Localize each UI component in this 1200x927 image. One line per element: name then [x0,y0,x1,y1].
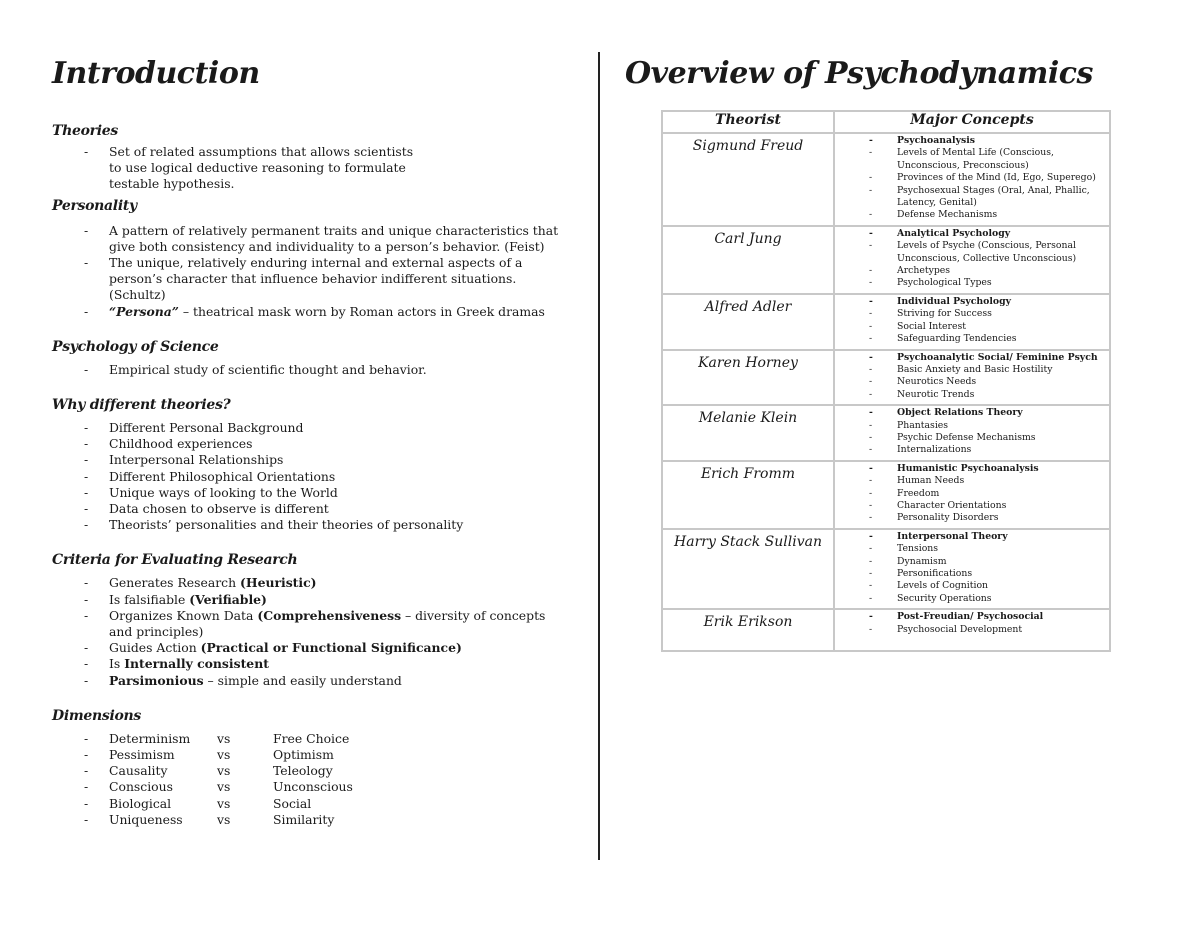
concept-item: - Levels of Psyche (Conscious, Personal Unconscious, Collective Unconscious) [835,240,1109,265]
concept-item: - Provinces of the Mind (Id, Ego, Superego) [835,172,1109,184]
theorist-column-header: Theorist [662,111,834,133]
concept-item: - Archetypes [835,265,1109,277]
dimension-right: Social [273,795,312,811]
concept-item: - Individual Psychology [835,296,1109,308]
theorist-name: Harry Stack Sullivan [662,529,834,609]
dimension-row [52,731,572,747]
table-row [662,294,1110,350]
list-item: - Childhood experiences [52,436,572,452]
personality-section [52,197,572,320]
persona-definition: – theatrical mask worn by Roman actors in Greek dramas [178,303,545,319]
criteria-text: Guides Action [109,640,201,656]
list-item: - Different Philosophical Orientations [52,469,572,485]
concepts-cell [834,609,1110,651]
concept-item: - Levels of Cognition [835,580,1109,592]
theorist-name: Melanie Klein [662,405,834,461]
dimension-right: Unconscious [273,779,353,795]
criteria-text: Is falsifiable [109,591,190,607]
concept-item: - Social Interest [835,321,1109,333]
theorist-name: Erik Erikson [662,609,834,651]
psych-science-heading: Psychology of Science [52,338,219,355]
criteria-section [52,551,572,688]
concept-item: - Striving for Success [835,308,1109,320]
dimension-row [52,796,572,812]
dimension-right: Optimism [273,747,334,763]
concept-item: - Interpersonal Theory [835,531,1109,543]
introduction-column [52,52,572,828]
list-item [52,592,572,608]
list-item [52,575,572,591]
dimension-right: Teleology [273,763,333,779]
theories-section [52,122,572,193]
dimensions-section [52,707,572,828]
concept-list [835,463,1109,525]
list-item [52,304,572,320]
list-item: - The unique, relatively enduring internal and external aspects of a person’s character that influence behavior indifferent situations.(Schultz) [52,255,572,304]
concept-list [835,352,1109,402]
dimensions-heading: Dimensions [52,707,141,724]
concept-list [835,228,1109,290]
why-theories-section [52,396,572,533]
dimension-left: - Pessimism [109,747,175,763]
concepts-cell [834,350,1110,406]
concept-list [835,296,1109,346]
concepts-cell [834,461,1110,529]
table-header-row [662,111,1110,133]
list-item: - Set of related assumptions that allows scientists to use logical deductive reasoning to formulate testable hypothesis. [52,144,424,193]
dimension-left: - Determinism [109,730,191,746]
table-row [662,405,1110,461]
concepts-cell [834,226,1110,294]
concept-item: - Psychological Types [835,277,1109,289]
dimension-row [52,747,572,763]
why-theories-heading: Why different theories? [52,397,231,414]
concept-item: - Neurotics Needs [835,376,1109,388]
concept-item: - Psychoanalytic Social/ Feminine Psych [835,352,1109,364]
criteria-heading: Criteria for Evaluating Research [52,552,298,569]
concept-item: - Humanistic Psychoanalysis [835,463,1109,475]
dimension-vs: vs [217,779,231,795]
theorist-name: Alfred Adler [662,294,834,350]
criteria-bold: Parsimonious [109,672,204,688]
dimension-left: - Causality [109,763,168,779]
criteria-bold: (Verifiable) [189,591,267,607]
concept-item: - Human Needs [835,475,1109,487]
concept-list [835,611,1109,636]
theorist-table [661,110,1111,652]
dimension-vs: vs [217,747,231,763]
criteria-text: – simple and easily understand [203,672,402,688]
dimension-vs: vs [217,763,231,779]
dimension-vs: vs [217,795,231,811]
concepts-cell [834,133,1110,226]
concepts-column-header: Major Concepts [834,111,1110,133]
concept-item: - Basic Anxiety and Basic Hostility [835,364,1109,376]
concept-item: - Object Relations Theory [835,407,1109,419]
concept-item: - Internalizations [835,444,1109,456]
criteria-text: Generates Research [109,575,240,591]
concept-item: - Psychosocial Development [835,624,1109,636]
table-row [662,133,1110,226]
list-item: - A pattern of relatively permanent traits and unique characteristics that give both consistency and individuality to a person’s behavior. (Feist) [52,223,572,255]
column-divider [598,52,600,860]
list-item: - Data chosen to observe is different [52,501,572,517]
theorist-name: Erich Fromm [662,461,834,529]
concept-item: - Psychic Defense Mechanisms [835,432,1109,444]
concept-item: - Post-Freudian/ Psychosocial [835,611,1109,623]
list-item: - Interpersonal Relationships [52,452,572,468]
concept-item: - Psychosexual Stages (Oral, Anal, Phallic, Latency, Genital) [835,185,1109,210]
criteria-text: – diversity of concepts and principles) [109,607,546,640]
criteria-text: Organizes Known Data [109,607,258,623]
personality-heading: Personality [52,197,137,214]
criteria-bold: (Comprehensiveness [257,607,402,623]
dimension-row [52,763,572,779]
concept-item: - Neurotic Trends [835,389,1109,401]
concept-item: - Freedom [835,488,1109,500]
concept-item: - Tensions [835,543,1109,555]
persona-term: “Persona” [109,303,179,319]
theorist-name: Karen Horney [662,350,834,406]
table-row [662,350,1110,406]
concepts-cell [834,529,1110,609]
dimension-vs: vs [217,811,231,827]
concept-item: - Psychoanalysis [835,135,1109,147]
table-row [662,226,1110,294]
introduction-title: Introduction [52,56,260,91]
criteria-bold: Internally consistent [124,656,269,672]
theories-heading: Theories [52,123,118,139]
concepts-cell [834,405,1110,461]
concept-item: - Dynamism [835,556,1109,568]
list-item: - Unique ways of looking to the World [52,485,572,501]
concept-list [835,407,1109,457]
dimension-vs: vs [217,730,231,746]
list-item: - Different Personal Background [52,420,572,436]
list-item [52,656,572,672]
list-item [52,640,572,656]
concept-list [835,531,1109,605]
theorist-name: Sigmund Freud [662,133,834,226]
concept-item: - Personifications [835,568,1109,580]
concept-item: - Security Operations [835,593,1109,605]
theorist-name: Carl Jung [662,226,834,294]
criteria-bold: (Heuristic) [240,575,317,591]
list-item: - Theorists’ personalities and their theories of personality [52,517,572,533]
list-item: - Empirical study of scientific thought and behavior. [52,362,572,378]
list-item [52,608,572,640]
concept-item: - Defense Mechanisms [835,209,1109,221]
concept-item: - Levels of Mental Life (Conscious, Unconscious, Preconscious) [835,147,1109,172]
dimension-left: - Biological [109,795,172,811]
concept-item: - Phantasies [835,420,1109,432]
psychodynamics-title: Overview of Psychodynamics [625,56,1093,91]
dimension-right: Free Choice [273,730,350,746]
dimension-row [52,779,572,795]
dimension-right: Similarity [273,811,335,827]
concept-item: - Safeguarding Tendencies [835,333,1109,345]
dimension-left: - Conscious [109,779,173,795]
concepts-cell [834,294,1110,350]
psychodynamics-column [625,52,1125,652]
list-item [52,673,572,689]
criteria-bold: (Practical or Functional Significance) [200,640,462,656]
concept-list [835,135,1109,222]
concept-item: - Character Orientations [835,500,1109,512]
psych-science-section [52,338,572,378]
dimension-row [52,812,572,828]
table-row [662,609,1110,651]
criteria-text: Is [109,656,125,672]
table-row [662,461,1110,529]
table-row [662,529,1110,609]
concept-item: - Personality Disorders [835,512,1109,524]
dimension-left: - Uniqueness [109,811,183,827]
concept-item: - Analytical Psychology [835,228,1109,240]
